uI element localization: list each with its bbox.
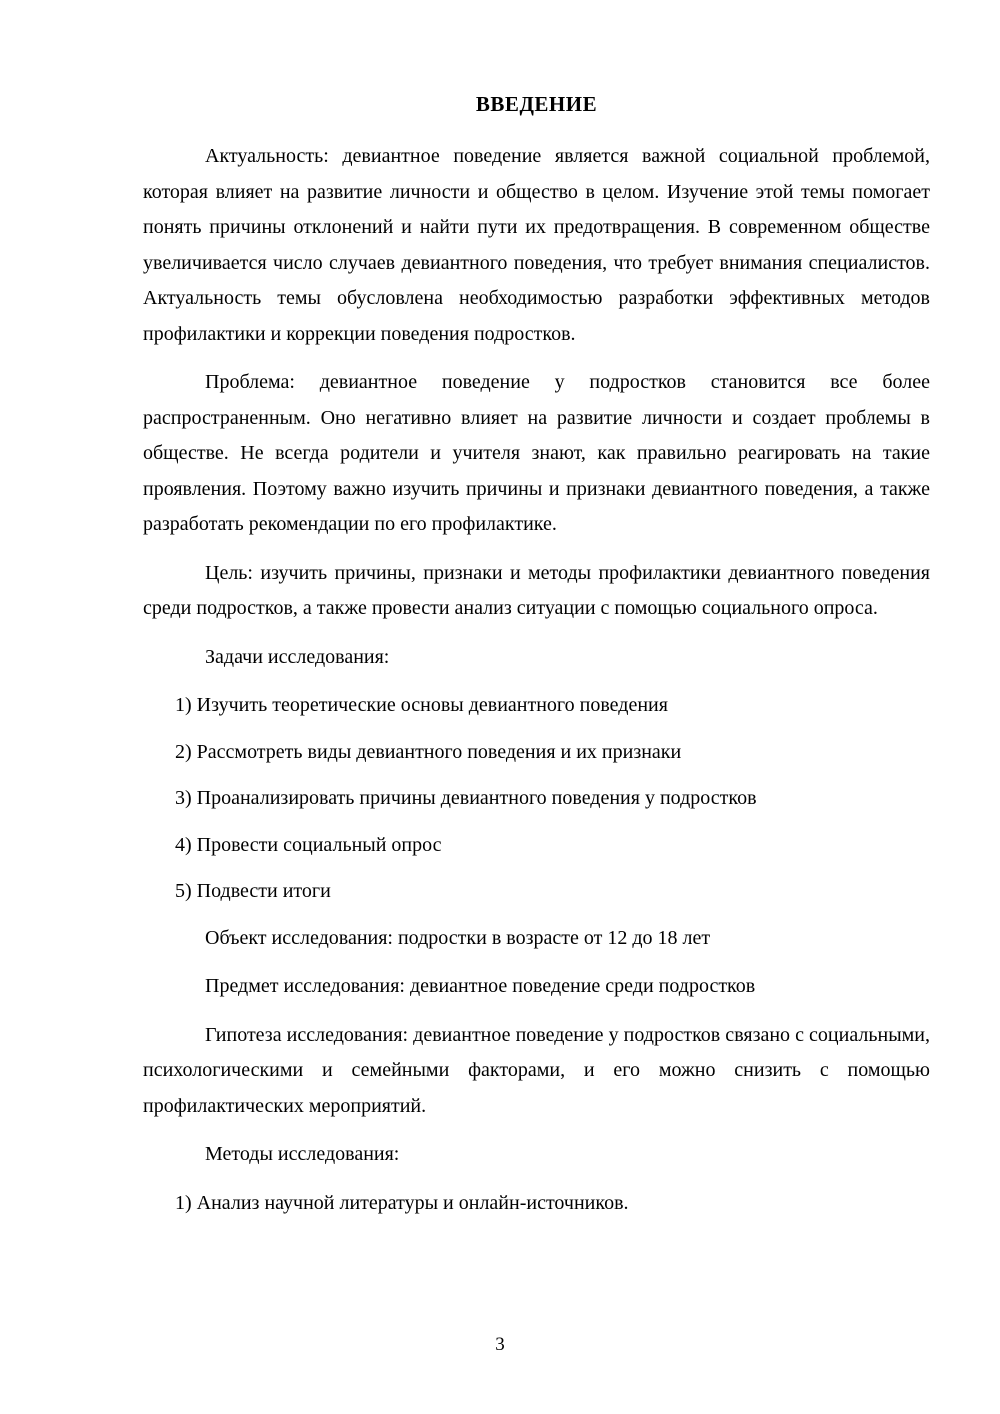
paragraph-zadachi-label: Задачи исследования: [205, 645, 390, 668]
task-item-4: 4) Провести социальный опрос [175, 833, 442, 856]
task-item-1: 1) Изучить теоретические основы девиантного поведения [175, 694, 668, 716]
paragraph-predmet: Предмет исследования: девиантное поведение среди подростков [205, 975, 756, 997]
document-content [143, 92, 930, 1232]
paragraph-aktualnost: Актуальность: девиантное поведение является важной социальной проблемой, которая влияет на развитие личности и общество в целом. Изучение этой темы помогает понять причины отклонений и найти пути их предотвращения. В современном обществе увеличивается число случаев девиантного поведения, что требует внимания специалистов. Актуальность темы обусловлена необходимостью разработки эффективных методов профилактики и коррекции поведения подростков. [143, 145, 930, 345]
section-title: ВВЕДЕНИЕ [475, 92, 598, 116]
task-item-2: 2) Рассмотреть виды девиантного поведения и их признаки [175, 740, 682, 763]
task-item-5: 5) Подвести итоги [175, 880, 331, 902]
paragraph-problema: Проблема: девиантное поведение у подростков становится все более распространенным. Оно негативно влияет на развитие личности и создает проблемы в обществе. Не всегда родители и учителя знают, как правильно реагировать на такие проявления. Поэтому важно изучить причины и признаки девиантного поведения, а также разработать рекомендации по его профилактике. [143, 371, 930, 535]
paragraph-tsel: Цель: изучить причины, признаки и методы профилактики девиантного поведения среди подростков, а также провести анализ ситуации с помощью социального опроса. [143, 561, 930, 619]
method-item-1: 1) Анализ научной литературы и онлайн-источников. [175, 1191, 629, 1214]
page-number: 3 [495, 1334, 505, 1355]
paragraph-obekt: Объект исследования: подростки в возрасте от 12 до 18 лет [205, 926, 711, 949]
task-item-3: 3) Проанализировать причины девиантного поведения у подростков [175, 787, 757, 809]
paragraph-gipoteza: Гипотеза исследования: девиантное поведение у подростков связано с социальными, психологическими и семейными факторами, и его можно снизить с помощью профилактических мероприятий. [143, 1023, 930, 1117]
paragraph-metody-label: Методы исследования: [205, 1143, 400, 1165]
